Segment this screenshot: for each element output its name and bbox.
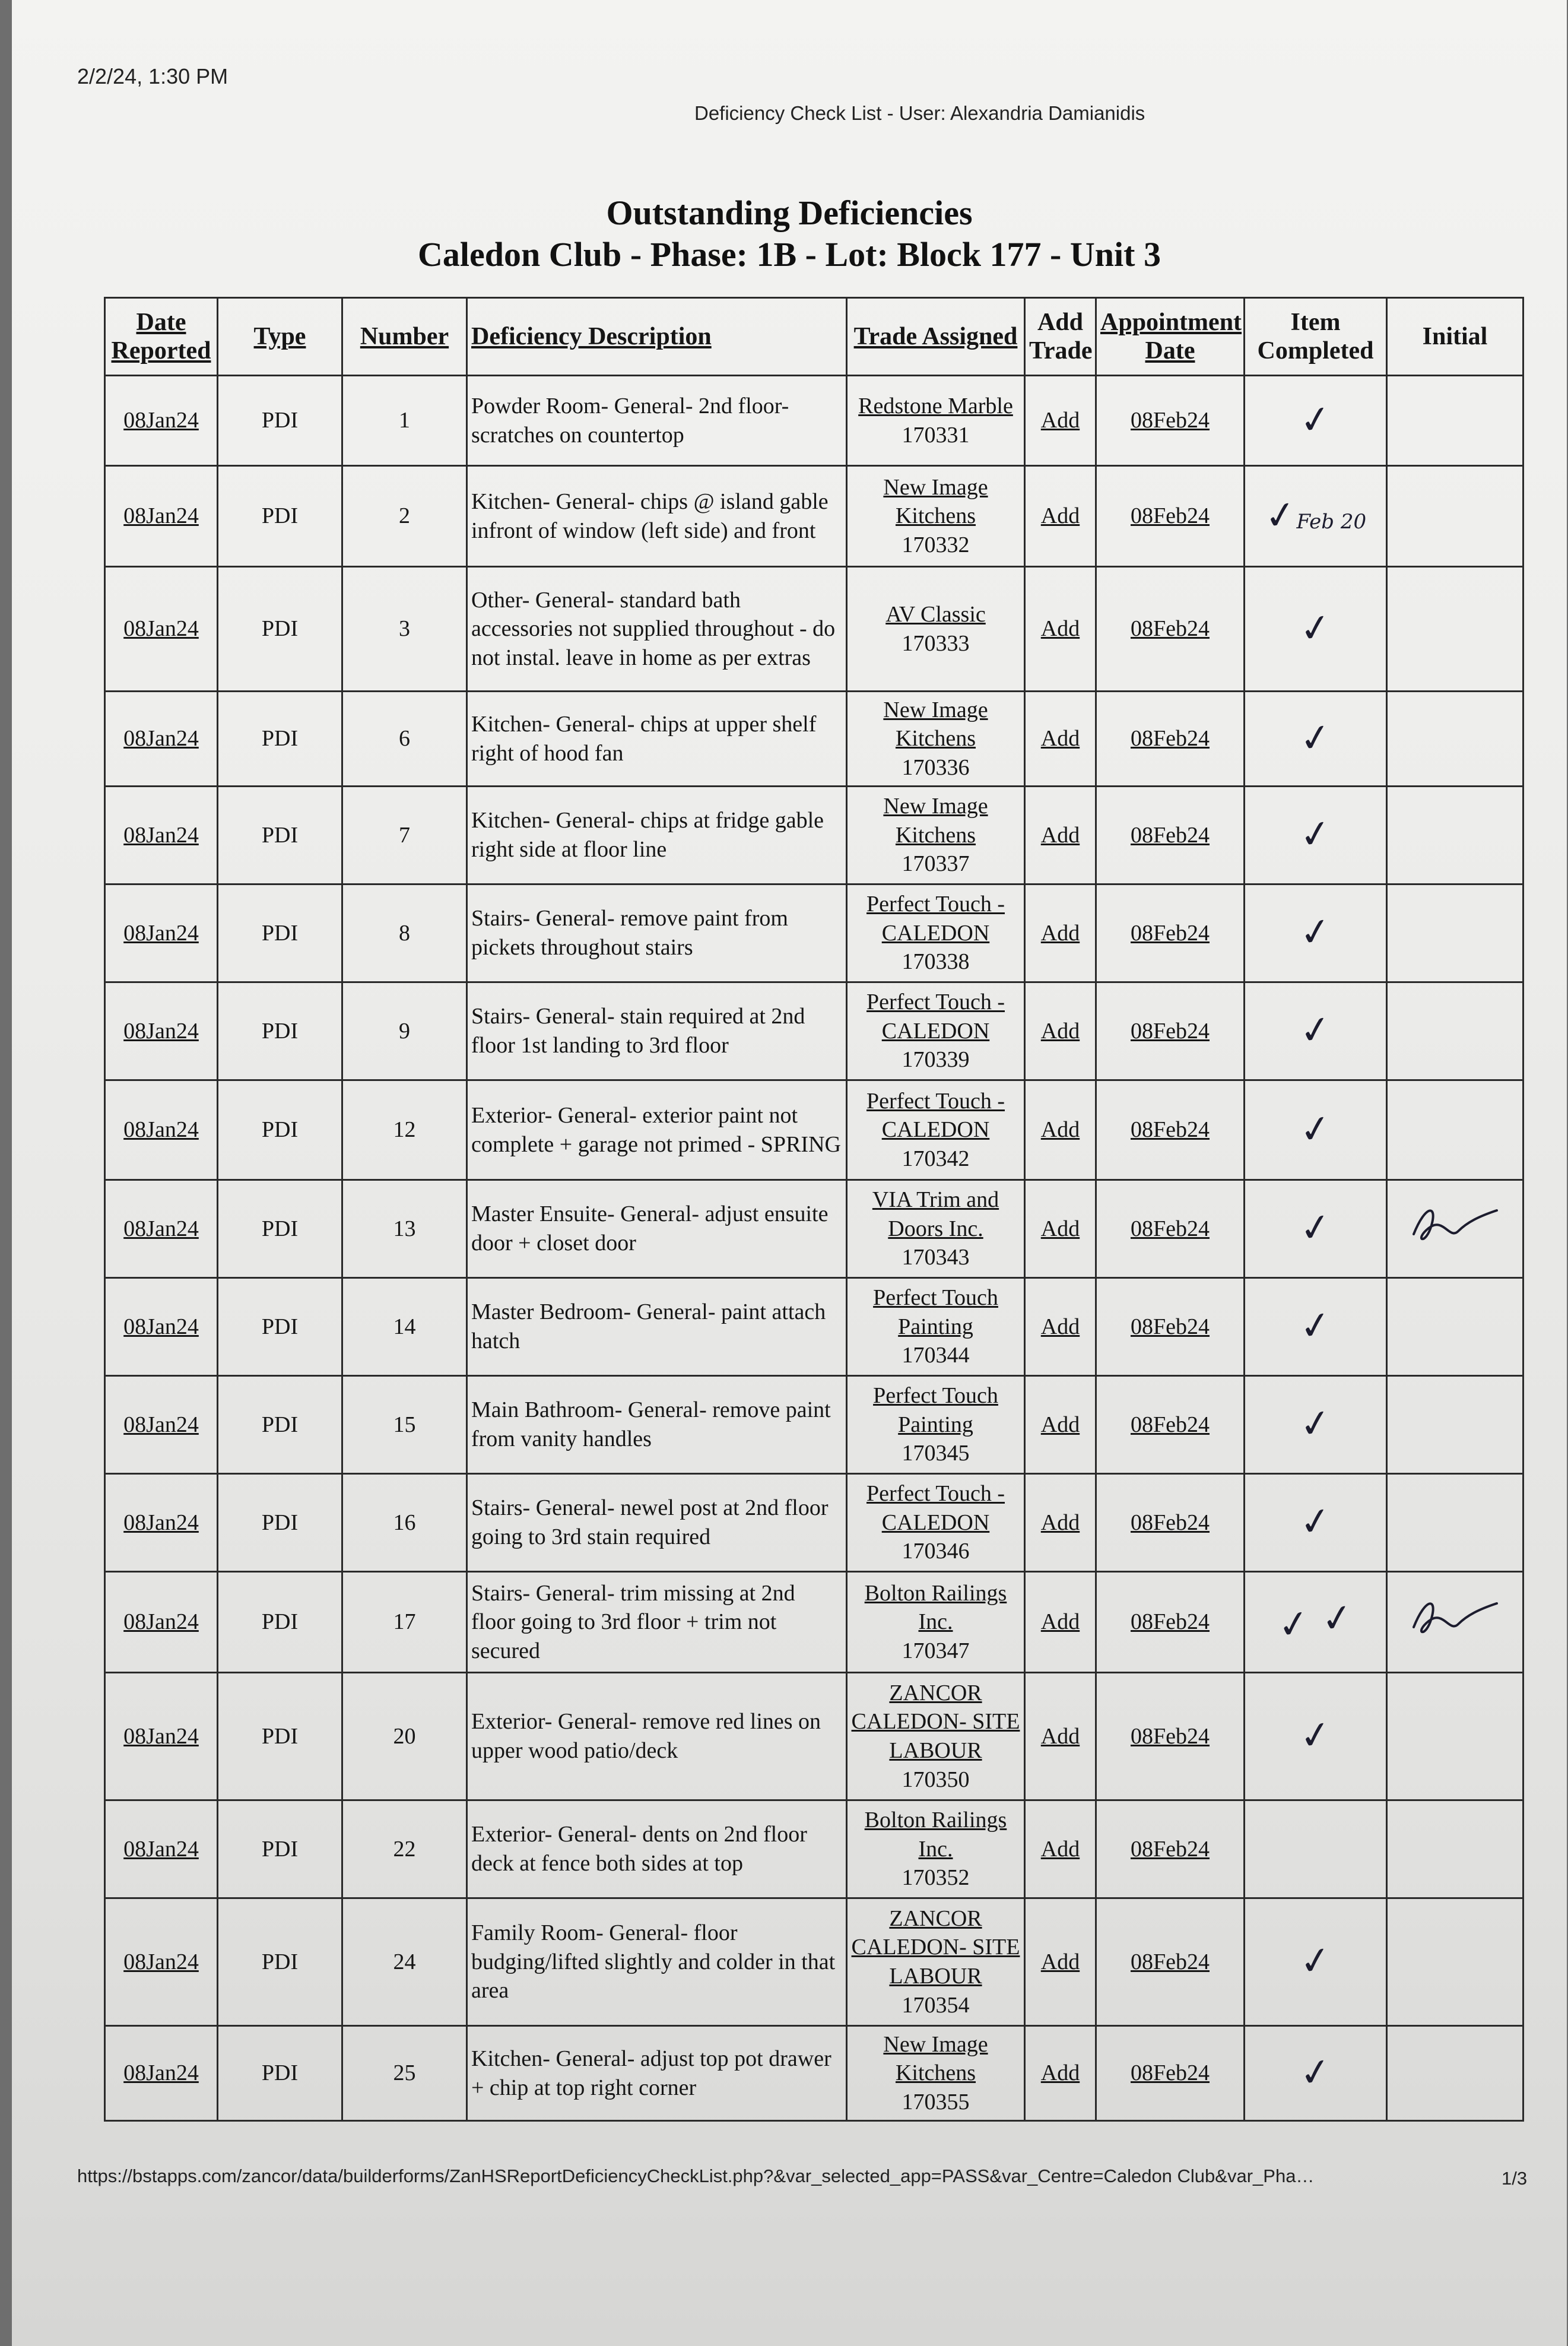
add-trade-link[interactable]: Add <box>1040 1609 1080 1635</box>
add-trade-link[interactable]: Add <box>1040 1723 1080 1749</box>
type-cell: PDI <box>218 1572 342 1673</box>
trade-code: 170337 <box>902 851 970 877</box>
table-row <box>105 884 1523 982</box>
initial-cell <box>1387 787 1523 884</box>
type-cell: PDI <box>218 692 342 787</box>
number-cell: 1 <box>342 376 467 466</box>
appointment-date-link[interactable]: 08Feb24 <box>1131 1117 1210 1143</box>
number-cell: 6 <box>342 692 467 787</box>
trade-name-link[interactable]: ZANCOR CALEDON- SITE LABOUR <box>851 1906 1020 1989</box>
table-row <box>105 1376 1523 1474</box>
col-type: Type <box>218 298 342 376</box>
description-cell: Exterior- General- remove red lines on upper wood patio/deck <box>467 1673 847 1800</box>
trade-code: 170352 <box>902 1865 970 1891</box>
date-reported-link[interactable]: 08Jan24 <box>123 1117 199 1143</box>
item-completed-cell <box>1245 884 1387 982</box>
trade-cell <box>847 787 1025 884</box>
date-reported-link[interactable]: 08Jan24 <box>123 1216 199 1241</box>
add-trade-link[interactable]: Add <box>1040 1949 1080 1974</box>
item-completed-cell <box>1245 1673 1387 1800</box>
description-cell: Powder Room- General- 2nd floor- scratches on countertop <box>467 376 847 466</box>
trade-name-link[interactable]: New Image Kitchens <box>883 474 988 529</box>
item-completed-cell <box>1245 567 1387 692</box>
table-row <box>105 1898 1523 2026</box>
description-cell: Stairs- General- remove paint from pickets throughout stairs <box>467 884 847 982</box>
type-cell: PDI <box>218 1376 342 1474</box>
trade-code: 170331 <box>902 422 970 448</box>
trade-cell <box>847 466 1025 567</box>
trade-cell <box>847 376 1025 466</box>
trade-name-link[interactable]: New Image Kitchens <box>883 2031 988 2086</box>
col-description: Deficiency Description <box>467 298 847 376</box>
trade-name-link[interactable]: ZANCOR CALEDON- SITE LABOUR <box>851 1680 1020 1763</box>
handwritten-initials-icon <box>1402 1592 1509 1645</box>
handwritten-check-icon: ✓ <box>1296 604 1335 652</box>
trade-cell <box>847 1673 1025 1800</box>
handwritten-check-icon: ✓ <box>1296 1204 1335 1253</box>
handwritten-check-icon: ✓ <box>1261 492 1300 540</box>
description-cell: Main Bathroom- General- remove paint from vanity handles <box>467 1376 847 1474</box>
trade-cell <box>847 1474 1025 1572</box>
col-appointment-date: Appointment Date <box>1096 298 1245 376</box>
item-completed-cell <box>1245 1572 1387 1673</box>
table-row <box>105 2026 1523 2121</box>
table-row <box>105 1180 1523 1278</box>
description-cell: Exterior- General- exterior paint not complete + garage not primed - SPRING <box>467 1080 847 1180</box>
item-completed-cell <box>1245 1376 1387 1474</box>
trade-name-link[interactable]: Perfect Touch - CALEDON <box>866 892 1005 946</box>
trade-cell <box>847 1898 1025 2026</box>
appointment-date-link[interactable]: 08Feb24 <box>1131 2060 1210 2086</box>
table-row <box>105 466 1523 567</box>
initial-cell <box>1387 1898 1523 2026</box>
item-completed-cell <box>1245 1080 1387 1180</box>
trade-cell <box>847 692 1025 787</box>
trade-cell <box>847 1376 1025 1474</box>
number-cell: 2 <box>342 466 467 567</box>
handwritten-check-icon: ✓ <box>1296 1006 1335 1055</box>
col-number: Number <box>342 298 467 376</box>
initial-cell <box>1387 1278 1523 1376</box>
date-reported-link[interactable]: 08Jan24 <box>123 1949 199 1974</box>
description-cell: Stairs- General- trim missing at 2nd floor going to 3rd floor + trim not secured <box>467 1572 847 1673</box>
date-reported-link[interactable]: 08Jan24 <box>123 2060 199 2086</box>
type-cell: PDI <box>218 884 342 982</box>
date-reported-link[interactable]: 08Jan24 <box>123 1836 199 1862</box>
trade-name-link[interactable]: VIA Trim and Doors Inc. <box>872 1187 999 1241</box>
col-item-completed: Item Completed <box>1245 298 1387 376</box>
report-subtitle: Caledon Club - Phase: 1B - Lot: Block 177 - Unit 3 <box>418 235 1161 274</box>
appointment-date-link[interactable]: 08Feb24 <box>1131 1314 1210 1339</box>
trade-code: 170344 <box>902 1343 970 1368</box>
handwritten-check-icon: ✓ <box>1296 908 1335 957</box>
trade-name-link[interactable]: Perfect Touch - CALEDON <box>866 990 1005 1044</box>
table-row <box>105 1800 1523 1898</box>
appointment-date-link[interactable]: 08Feb24 <box>1131 1949 1210 1974</box>
col-add-trade: Add Trade <box>1025 298 1096 376</box>
description-cell: Kitchen- General- chips @ island gable infront of window (left side) and front <box>467 466 847 567</box>
add-trade-link[interactable]: Add <box>1040 1314 1080 1339</box>
number-cell: 3 <box>342 567 467 692</box>
trade-cell <box>847 1572 1025 1673</box>
number-cell: 16 <box>342 1474 467 1572</box>
trade-cell <box>847 1080 1025 1180</box>
trade-cell <box>847 1800 1025 1898</box>
number-cell: 7 <box>342 787 467 884</box>
item-completed-cell <box>1245 982 1387 1080</box>
date-reported-link[interactable]: 08Jan24 <box>123 726 199 752</box>
item-completed-cell <box>1245 692 1387 787</box>
item-completed-cell <box>1245 1474 1387 1572</box>
item-completed-cell <box>1245 1800 1387 1898</box>
handwritten-check-icon: ✓ <box>1296 1937 1335 1986</box>
description-cell: Master Ensuite- General- adjust ensuite door + closet door <box>467 1180 847 1278</box>
number-cell: 25 <box>342 2026 467 2121</box>
date-reported-link[interactable]: 08Jan24 <box>123 616 199 642</box>
initial-cell <box>1387 884 1523 982</box>
table-row <box>105 1080 1523 1180</box>
initial-cell <box>1387 1376 1523 1474</box>
date-reported-link[interactable]: 08Jan24 <box>123 408 199 433</box>
initial-cell <box>1387 982 1523 1080</box>
handwritten-check-icon: ✓ <box>1296 1302 1335 1350</box>
initial-cell <box>1387 1572 1523 1673</box>
appointment-date-link[interactable]: 08Feb24 <box>1131 1018 1210 1044</box>
add-trade-link[interactable]: Add <box>1040 1018 1080 1044</box>
add-trade-link[interactable]: Add <box>1040 503 1080 529</box>
col-initial: Initial <box>1387 298 1523 376</box>
date-reported-link[interactable]: 08Jan24 <box>123 1609 199 1635</box>
initial-cell <box>1387 567 1523 692</box>
type-cell: PDI <box>218 1080 342 1180</box>
trade-code: 170338 <box>902 949 970 975</box>
handwritten-initials-icon <box>1402 1199 1509 1252</box>
trade-cell <box>847 1278 1025 1376</box>
date-reported-link[interactable]: 08Jan24 <box>123 1412 199 1437</box>
number-cell: 9 <box>342 982 467 1080</box>
appointment-date-link[interactable]: 08Feb24 <box>1131 822 1210 848</box>
type-cell: PDI <box>218 466 342 567</box>
print-title: Deficiency Check List - User: Alexandria Damianidis <box>694 102 1145 124</box>
description-cell: Stairs- General- newel post at 2nd floor going to 3rd stain required <box>467 1474 847 1572</box>
appointment-date-link[interactable]: 08Feb24 <box>1131 1216 1210 1241</box>
trade-code: 170346 <box>902 1539 970 1564</box>
type-cell: PDI <box>218 1180 342 1278</box>
initial-cell <box>1387 1474 1523 1572</box>
date-reported-link[interactable]: 08Jan24 <box>123 503 199 529</box>
description-cell: Kitchen- General- chips at fridge gable right side at floor line <box>467 787 847 884</box>
appointment-date-link[interactable]: 08Feb24 <box>1131 408 1210 433</box>
add-trade-link[interactable]: Add <box>1040 726 1080 752</box>
description-cell: Master Bedroom- General- paint attach hatch <box>467 1278 847 1376</box>
item-completed-cell <box>1245 1278 1387 1376</box>
table-row <box>105 376 1523 466</box>
type-cell: PDI <box>218 1800 342 1898</box>
item-completed-cell <box>1245 787 1387 884</box>
trade-code: 170336 <box>902 754 970 780</box>
description-cell: Family Room- General- floor budging/lifted slightly and colder in that area <box>467 1898 847 2026</box>
date-reported-link[interactable]: 08Jan24 <box>123 1510 199 1535</box>
number-cell: 20 <box>342 1673 467 1800</box>
handwritten-check-icon: ✓ <box>1296 2049 1335 2097</box>
appointment-date-link[interactable]: 08Feb24 <box>1131 726 1210 752</box>
trade-code: 170343 <box>902 1245 970 1270</box>
handwritten-check-icon: ✓ <box>1296 1498 1335 1546</box>
type-cell: PDI <box>218 1673 342 1800</box>
initial-cell <box>1387 1080 1523 1180</box>
trade-cell <box>847 982 1025 1080</box>
type-cell: PDI <box>218 1474 342 1572</box>
add-trade-link[interactable]: Add <box>1040 1117 1080 1143</box>
trade-name-link[interactable]: Perfect Touch - CALEDON <box>866 1088 1005 1143</box>
trade-name-link[interactable]: Bolton Railings Inc. <box>864 1580 1007 1635</box>
handwritten-check-icon: ✓ <box>1296 810 1335 859</box>
trade-name-link[interactable]: New Image Kitchens <box>883 697 988 752</box>
initial-cell <box>1387 1673 1523 1800</box>
trade-cell <box>847 2026 1025 2121</box>
table-row <box>105 692 1523 787</box>
number-cell: 22 <box>342 1800 467 1898</box>
trade-code: 170350 <box>902 1767 970 1792</box>
trade-name-link[interactable]: Perfect Touch Painting <box>873 1285 998 1339</box>
number-cell: 13 <box>342 1180 467 1278</box>
type-cell: PDI <box>218 2026 342 2121</box>
appointment-date-link[interactable]: 08Feb24 <box>1131 1412 1210 1437</box>
add-trade-link[interactable]: Add <box>1040 1510 1080 1535</box>
add-trade-link[interactable]: Add <box>1040 2060 1080 2086</box>
trade-code: 170333 <box>902 630 970 656</box>
initial-cell <box>1387 466 1523 567</box>
item-completed-cell <box>1245 2026 1387 2121</box>
deficiency-table <box>104 297 1524 2122</box>
handwritten-check-icon: ✓ <box>1296 1105 1335 1153</box>
col-trade-assigned: Trade Assigned <box>847 298 1025 376</box>
item-completed-cell <box>1245 1898 1387 2026</box>
type-cell: PDI <box>218 1278 342 1376</box>
handwritten-check-icon: ✓ <box>1296 714 1335 762</box>
appointment-date-link[interactable]: 08Feb24 <box>1131 1723 1210 1749</box>
printed-page <box>12 0 1567 2346</box>
type-cell: PDI <box>218 567 342 692</box>
item-completed-cell <box>1245 376 1387 466</box>
type-cell: PDI <box>218 1898 342 2026</box>
col-date-reported: Date Reported <box>105 298 218 376</box>
appointment-date-link[interactable]: 08Feb24 <box>1131 920 1210 946</box>
trade-code: 170332 <box>902 532 970 557</box>
number-cell: 15 <box>342 1376 467 1474</box>
appointment-date-link[interactable]: 08Feb24 <box>1131 503 1210 529</box>
add-trade-link[interactable]: Add <box>1040 920 1080 946</box>
description-cell: Exterior- General- dents on 2nd floor deck at fence both sides at top <box>467 1800 847 1898</box>
description-cell: Other- General- standard bath accessories not supplied throughout - do not instal. leave in home as per extras <box>467 567 847 692</box>
handwritten-note: Feb 20 <box>1296 509 1367 534</box>
date-reported-link[interactable]: 08Jan24 <box>123 822 199 848</box>
trade-name-link[interactable]: Redstone Marble <box>858 393 1013 419</box>
description-cell: Stairs- General- stain required at 2nd floor 1st landing to 3rd floor <box>467 982 847 1080</box>
type-cell: PDI <box>218 982 342 1080</box>
add-trade-link[interactable]: Add <box>1040 1836 1080 1862</box>
page-number: 1/3 <box>1502 2168 1528 2189</box>
table-row <box>105 1474 1523 1572</box>
add-trade-link[interactable]: Add <box>1040 822 1080 848</box>
initial-cell <box>1387 1180 1523 1278</box>
description-cell: Kitchen- General- chips at upper shelf right of hood fan <box>467 692 847 787</box>
handwritten-check-icon: ✓ <box>1296 1711 1335 1760</box>
print-datetime: 2/2/24, 1:30 PM <box>77 64 228 88</box>
trade-name-link[interactable]: Perfect Touch - CALEDON <box>866 1481 1005 1535</box>
trade-code: 170354 <box>902 1992 970 2018</box>
trade-cell <box>847 1180 1025 1278</box>
initial-cell <box>1387 692 1523 787</box>
appointment-date-link[interactable]: 08Feb24 <box>1131 616 1210 642</box>
trade-name-link[interactable]: Perfect Touch Painting <box>873 1383 998 1437</box>
table-row <box>105 982 1523 1080</box>
trade-name-link[interactable]: Bolton Railings Inc. <box>864 1808 1007 1862</box>
appointment-date-link[interactable]: 08Feb24 <box>1131 1510 1210 1535</box>
initial-cell <box>1387 376 1523 466</box>
date-reported-link[interactable]: 08Jan24 <box>123 920 199 946</box>
trade-cell <box>847 567 1025 692</box>
trade-code: 170345 <box>902 1441 970 1466</box>
trade-code: 170342 <box>902 1146 970 1171</box>
table-row <box>105 787 1523 884</box>
trade-code: 170355 <box>902 2089 970 2114</box>
add-trade-link[interactable]: Add <box>1040 1216 1080 1241</box>
report-title: Outstanding Deficiencies <box>606 194 973 232</box>
table-row <box>105 567 1523 692</box>
trade-code: 170347 <box>902 1638 970 1663</box>
item-completed-cell <box>1245 1180 1387 1278</box>
add-trade-link[interactable]: Add <box>1040 1412 1080 1437</box>
table-row <box>105 1278 1523 1376</box>
number-cell: 14 <box>342 1278 467 1376</box>
type-cell: PDI <box>218 376 342 466</box>
table-row <box>105 1673 1523 1800</box>
handwritten-check-icon: ✓ <box>1296 1400 1335 1448</box>
handwritten-check-icon: ✓ <box>1296 396 1335 444</box>
item-completed-cell <box>1245 466 1387 567</box>
trade-cell <box>847 884 1025 982</box>
appointment-date-link[interactable]: 08Feb24 <box>1131 1609 1210 1635</box>
handwritten-check-icon: ✓ ✓ <box>1275 1594 1356 1649</box>
number-cell: 17 <box>342 1572 467 1673</box>
description-cell: Kitchen- General- adjust top pot drawer + chip at top right corner <box>467 2026 847 2121</box>
add-trade-link[interactable]: Add <box>1040 408 1080 433</box>
number-cell: 12 <box>342 1080 467 1180</box>
number-cell: 24 <box>342 1898 467 2026</box>
initial-cell <box>1387 1800 1523 1898</box>
initial-cell <box>1387 2026 1523 2121</box>
add-trade-link[interactable]: Add <box>1040 616 1080 642</box>
trade-name-link[interactable]: New Image Kitchens <box>883 794 988 848</box>
date-reported-link[interactable]: 08Jan24 <box>123 1314 199 1339</box>
appointment-date-link[interactable]: 08Feb24 <box>1131 1836 1210 1862</box>
footer-url: https://bstapps.com/zancor/data/builderforms/ZanHSReportDeficiencyCheckList.php?&var_selected_app=PASS&var_Centre=Caledon Club&var_Pha… <box>77 2166 1315 2186</box>
date-reported-link[interactable]: 08Jan24 <box>123 1018 199 1044</box>
table-header-row <box>105 298 1523 376</box>
table-row <box>105 1572 1523 1673</box>
trade-code: 170339 <box>902 1047 970 1073</box>
trade-name-link[interactable]: AV Classic <box>885 601 986 627</box>
type-cell: PDI <box>218 787 342 884</box>
number-cell: 8 <box>342 884 467 982</box>
date-reported-link[interactable]: 08Jan24 <box>123 1723 199 1749</box>
